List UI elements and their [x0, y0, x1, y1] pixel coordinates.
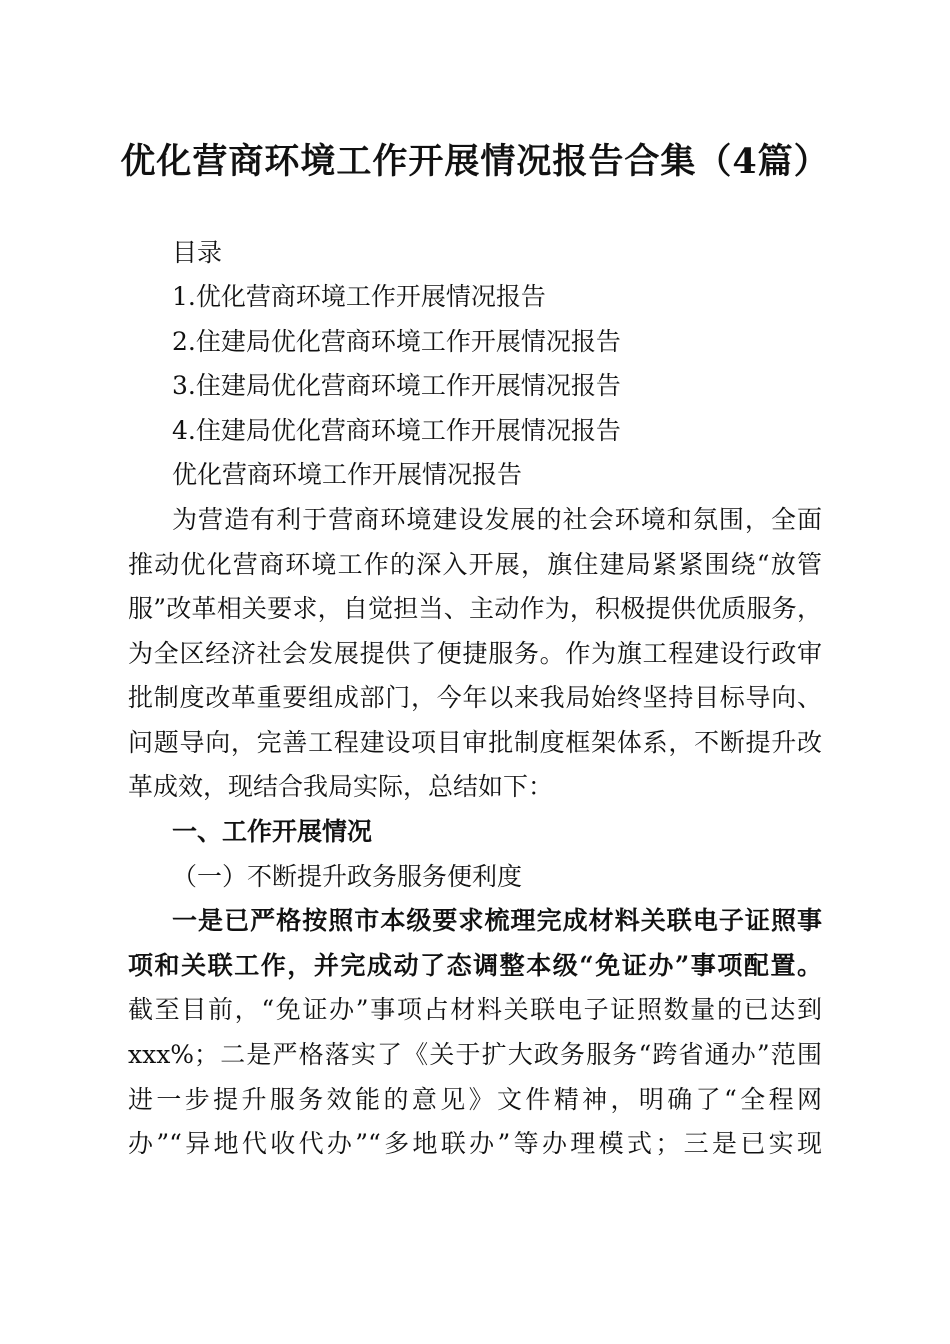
paragraph-line: xxx%；二是严格落实了《关于扩大政务服务“跨省通办”范围 [128, 1040, 822, 1069]
toc-item: 2.住建局优化营商环境工作开展情况报告 [172, 327, 621, 356]
toc-item: 1.优化营商环境工作开展情况报告 [172, 282, 546, 311]
paragraph-line: 办”“异地代收代办”“多地联办”等办理模式；三是已实现 [128, 1129, 822, 1158]
paragraph-line: 为营造有利于营商环境建设发展的社会环境和氛围，全面 [172, 505, 822, 534]
subsection-heading: （一）不断提升政务服务便利度 [172, 862, 523, 891]
paragraph-line: 一是已严格按照市本级要求梳理完成材料关联电子证照事 [172, 906, 822, 935]
paragraph-line: 为全区经济社会发展提供了便捷服务。作为旗工程建设行政审 [128, 639, 822, 668]
toc-item: 3.住建局优化营商环境工作开展情况报告 [172, 371, 621, 400]
paragraph-line: 进一步提升服务效能的意见》文件精神，明确了“全程网 [128, 1085, 822, 1114]
section-heading: 一、工作开展情况 [172, 817, 373, 846]
toc-heading: 目录 [172, 238, 223, 267]
paragraph-line: 推动优化营商环境工作的深入开展，旗住建局紧紧围绕“放管 [128, 550, 822, 579]
paragraph-line: 截至目前，“免证办”事项占材料关联电子证照数量的已达到 [128, 995, 822, 1024]
toc-item: 4.住建局优化营商环境工作开展情况报告 [172, 416, 621, 445]
paragraph-line: 问题导向，完善工程建设项目审批制度框架体系，不断提升改 [128, 728, 822, 757]
document-title: 优化营商环境工作开展情况报告合集（4篇） [120, 141, 830, 182]
paragraph-line: 项和关联工作，并完成动了态调整本级“免证办”事项配置。 [128, 951, 822, 980]
paragraph-line: 革成效，现结合我局实际，总结如下： [128, 772, 554, 801]
paragraph-line: 服”改革相关要求，自觉担当、主动作为，积极提供优质服务， [128, 594, 822, 623]
article-title: 优化营商环境工作开展情况报告 [172, 460, 523, 489]
paragraph-line: 批制度改革重要组成部门，今年以来我局始终坚持目标导向、 [128, 683, 822, 712]
